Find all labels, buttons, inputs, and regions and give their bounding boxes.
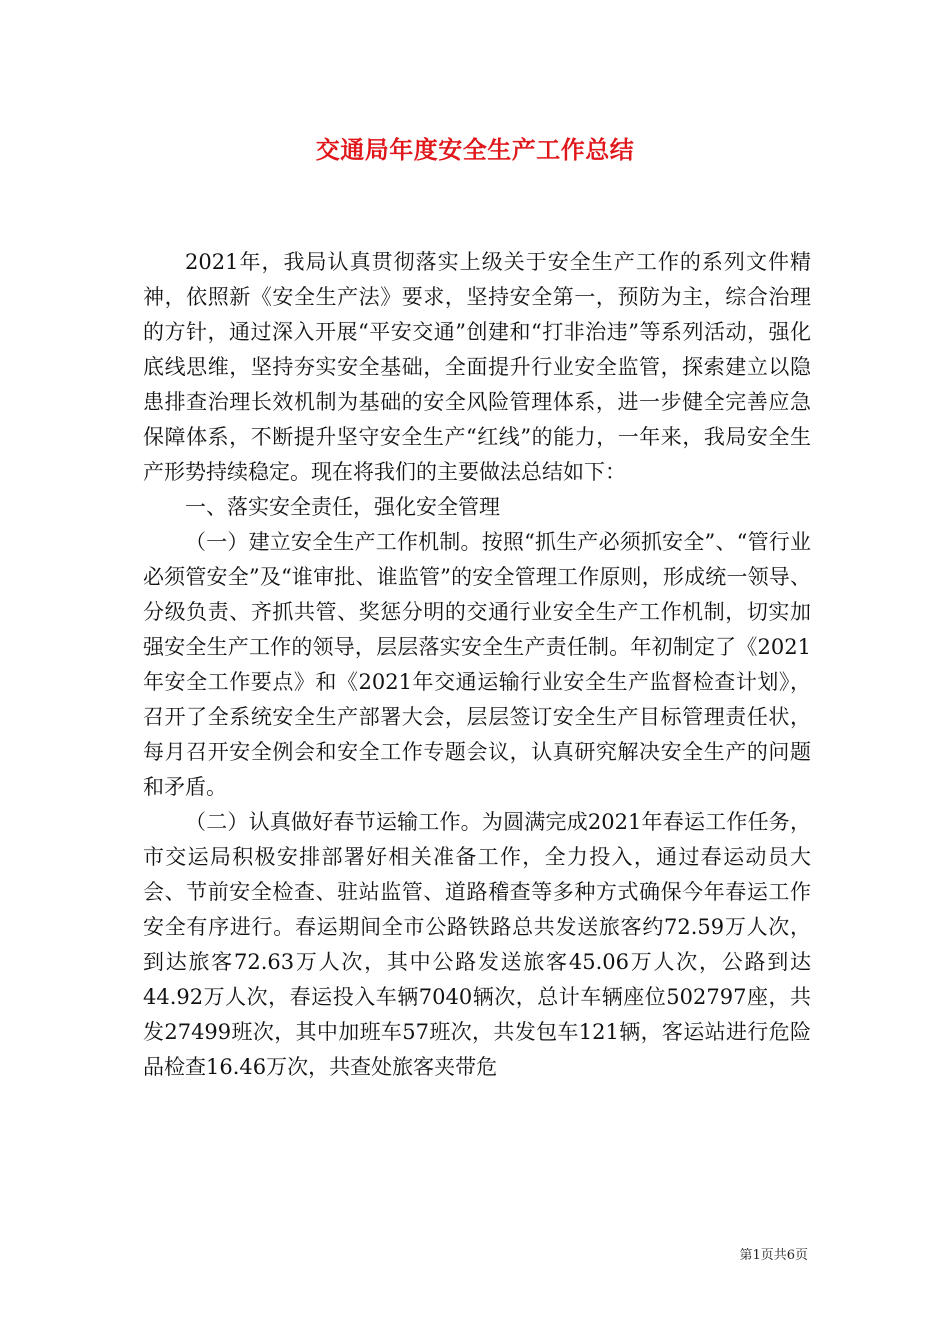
- section-heading-1: 一、落实安全责任，强化安全管理: [185, 495, 500, 519]
- document-body: [143, 245, 811, 1085]
- paragraph-safety-mechanism: （一）建立安全生产工作机制。按照“抓生产必须抓安全”、“管行业必须管安全”及“谁审批、谁监管”的安全管理工作原则，形成统一领导、分级负责、齐抓共管、奖惩分明的交通行业安全生产工作机制，切实加强安全生产工作的领导，层层落实安全生产责任制。年初制定了《2021年安全工作要点》和《2021年交通运输行业安全生产监督检查计划》，召开了全系统安全生产部署大会，层层签订安全生产目标管理责任状，每月召开安全例会和安全工作专题会议，认真研究解决安全生产的问题和矛盾。: [143, 530, 811, 799]
- paragraph-spring-transport: （二）认真做好春节运输工作。为圆满完成2021年春运工作任务，市交运局积极安排部署好相关准备工作，全力投入，通过春运动员大会、节前安全检查、驻站监管、道路稽查等多种方式确保今年春运工作安全有序进行。春运期间全市公路铁路总共发送旅客约72.59万人次，到达旅客72.63万人次，其中公路发送旅客45.06万人次，公路到达44.92万人次，春运投入车辆7040辆次，总计车辆座位502797座，共发27499班次，其中加班车57班次，共发包车121辆，客运站进行危险品检查16.46万次，共查处旅客夹带危: [143, 810, 811, 1079]
- page-number: 第1页共6页: [739, 1248, 808, 1263]
- document-title: 交通局年度安全生产工作总结: [315, 135, 635, 164]
- paragraph-intro: 2021年，我局认真贯彻落实上级关于安全生产工作的系列文件精神，依照新《安全生产法》要求，坚持安全第一，预防为主，综合治理的方针，通过深入开展“平安交通”创建和“打非治违”等系列活动，强化底线思维，坚持夯实安全基础，全面提升行业安全监管，探索建立以隐患排查治理长效机制为基础的安全风险管理体系，进一步健全完善应急保障体系，不断提升坚守安全生产“红线”的能力，一年来，我局安全生产形势持续稳定。现在将我们的主要做法总结如下：: [143, 250, 811, 484]
